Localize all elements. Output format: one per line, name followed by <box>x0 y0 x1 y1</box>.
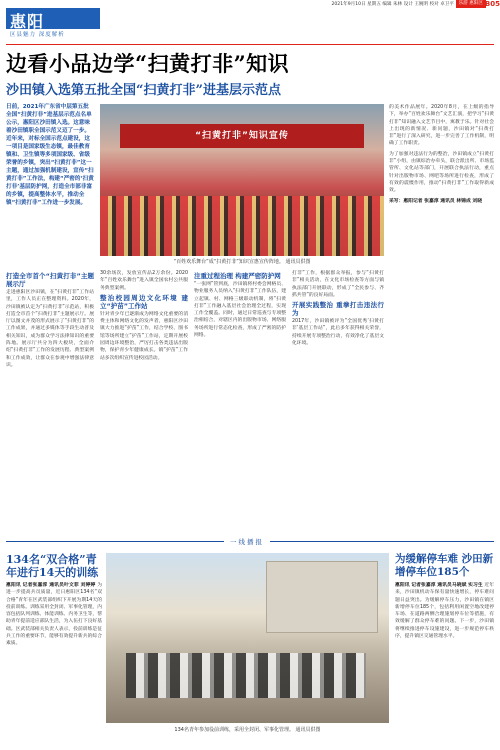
main-headline: 边看小品边学“扫黄打非”知识 <box>6 51 290 76</box>
brief-2-byline: 惠阳讯 记者张嘉淳 通讯员马晓斌 实习生 <box>395 583 483 588</box>
right-column <box>389 104 494 205</box>
column-1-text: 走进惠阳区沙田镇，在“扫黄打非”工作站里，工作人员正在整理资料。2020年，沙田镇被认定为“扫黄打非”示范站，积极打造全市首个“扫黄打非”主题展示厅。展厅以图文并茂的形式展示了“扫黄打非”的工作成果，并通过多媒体等手段生动普及相关知识，成为群众学习法律知识的重要阵地。展示厅共分为四大板块，全面介绍“扫黄打非”工作的发展历程、典型案例和工作成效，让群众在参观中增强法律意识。 <box>6 290 94 368</box>
photo-caption: “百姓欢乐舞台”成“扫黄打非”知识宣惠宣传阵地。 通讯员供图 <box>173 259 311 265</box>
masthead <box>6 8 494 45</box>
photo-building <box>266 561 378 633</box>
article-byline: 采写：惠阳记者 张嘉淳 通讯员 林锦成 刘晓 <box>389 198 483 204</box>
section-label: 乐游 惠阳区 <box>456 0 486 8</box>
top-bar <box>0 0 500 8</box>
column-4-heading: 开展实践整治 重拳打击违法行为 <box>292 301 384 318</box>
brief-2-headline: 为缓解停车难 沙田新增停车位185个 <box>395 553 494 578</box>
column-1-heading: 打造全市首个“扫黄打非”主题展示厅 <box>6 272 94 288</box>
column-2 <box>100 270 188 538</box>
page-number: B05 <box>484 0 500 8</box>
column-3-text: “一张网”管到底，沙田镇将村委会网格员、物业服务人员纳入“扫黄打非”工作队伍，建立起镇、村、网格三级联动机制，将“扫黄打非”工作融入基层社会治理全过程，实现工作全覆盖。同时，通过日常巡查与专项整治相结合，对辖区内的出版物市场、网络服务场所进行常态化检查，形成了严密的防护网络。 <box>194 282 286 339</box>
date-line: 2021年9月10日 星期五 编辑 朱林 设计 王婉明 校对 卓卫平 <box>331 2 454 7</box>
right-column-text-b: 为了加强对违法行为的整治，沙田镇成立“扫黄打非”小组，由镇综治办牵头，联合派出所、市场监管所、文化站等部门，开展联合执法行动，重点针对出版物市场、网吧等场所进行检查，形成了有效的震慑作用，推动“扫黄打非”工作取得新成效。 <box>389 151 494 194</box>
column-3-heading: 注重过程治理 构建严密防护网 <box>194 272 281 280</box>
main-subheadline: 沙田镇入选第五批全国“扫黄打非”进基层示范点 <box>6 83 281 98</box>
article-lead: 日前，2021年广东省中层第五批全国“扫黄打非”进基层示范点名单公示，惠阳区沙田镇入选。这意味着沙田镇职全国示范又迈了一步。近年来，对标全国示范点建设，这一项目是国家级生态镇，最佳教育镇和、卫生镇等多项国家级、省级荣誉的乡镇，突出“扫黄打非”这一主题，通过加强机制建设，宣传“扫黄打非”工作法，构建“严密的‘扫黄打非’基层防护网，打造全市部非富的乡镇，提高整体水平，推动全镇“扫黄打非”工作进一步发展。 <box>6 104 94 206</box>
right-column-text: 的美术作品展年。2020年8月，在上级的指导下，举办“百姓欢乐舞台”文艺汇演，把学习“扫黄打非”知识融入文艺节目中，寓教于乐。针对社会上出现的新情况、新问题，沙田镇对“扫黄打非”进行了深入研究，进一步完善了工作机制，明确了工作职责。 <box>389 105 494 147</box>
divider-label: 一线播报 <box>224 537 270 546</box>
photo-crowd <box>100 196 384 256</box>
logo-block <box>6 8 100 29</box>
column-4 <box>292 270 384 538</box>
column-1 <box>6 270 94 538</box>
brief-1-headline: 134名“双合格”青年进行14天的训练 <box>6 553 99 579</box>
column-4-text-b: 2017年，沙田镇被评为“全国优秀‘扫黄打非’基层工作站”，此后多年获得相关荣誉，持续开展专项整治行动，有效净化了基层文化环境。 <box>292 319 384 347</box>
photo-recruits <box>126 653 366 698</box>
brief-2-text: 近年来，沙田镇机动车保有量快速增长，停车难问题日益突出。为缓解停车压力，沙田镇在镇区新增停车位185个，包括利用闲置空地改建停车场、在道路两侧合理施划停车位等措施，有效缓解了群众停车难的问题。下一步，沙田镇将继续推进停车设施建设，进一步规范停车秩序，提升镇区交通管理水平。 <box>395 583 494 640</box>
column-4-text: 打非”工作，根据群众举报，参与“扫黄打非”相关活动，在文化市场检查等方面与镇执法部门开展联动，形成了“全民参与、齐抓共管”的良好局面。 <box>292 271 384 298</box>
tagline: 区县魅力 深度解析 <box>10 32 65 38</box>
brief-1-photo-caption: 134名青年参加役前训练，采用全封闭、军事化管理。 通讯员供图 <box>174 727 321 733</box>
logo-text: 惠阳 <box>10 12 45 31</box>
column-2-text-b: 针对青少年已逐渐成为网络文化重要的消费主体和网络文化的发声者，惠阳区沙田镇大力推进“护苗”工作，结合学校、图书馆等场所建立“护苗”工作站，定期开展校园周边环境整治，严厉打击各类违法出版物，保护青少年健康成长。镇“护苗”工作站多次组织宣传进校园活动。 <box>100 311 188 361</box>
brief-2-body <box>395 582 494 746</box>
article-photo <box>100 104 384 256</box>
column-3 <box>194 270 286 538</box>
brief-1-byline: 惠阳讯 记者张嘉淳 通讯员叶文菲 刘婷婷 <box>6 583 96 588</box>
section-divider <box>6 538 494 552</box>
brief-1-text: 为进一步提高兵员质量，近日惠阳区134名“双合格”青年在区武装部组织下开展为期14天的役前训练。训练采用全封闭、军事化管理，内容包括队列训练、体能训练、内务卫生等，帮助青年提前适应部队生活，为入伍打下良好基础。区武装部相关负责人表示，役前训练是征兵工作的重要环节，能够有效提升新兵的综合素质。 <box>6 583 102 647</box>
photo-banner: “扫黄打非”知识宣传 <box>120 124 364 148</box>
column-2-text: 30余场次，发放宣传品2万余份。2020年“百姓欢乐舞台”进入镇全国农村公共服务典型案例。 <box>100 271 188 291</box>
brief-1-body <box>6 582 102 746</box>
brief-1-photo <box>106 553 389 723</box>
column-2-heading: 整治校园周边文化环境 建立“护苗”工作站 <box>100 293 188 310</box>
